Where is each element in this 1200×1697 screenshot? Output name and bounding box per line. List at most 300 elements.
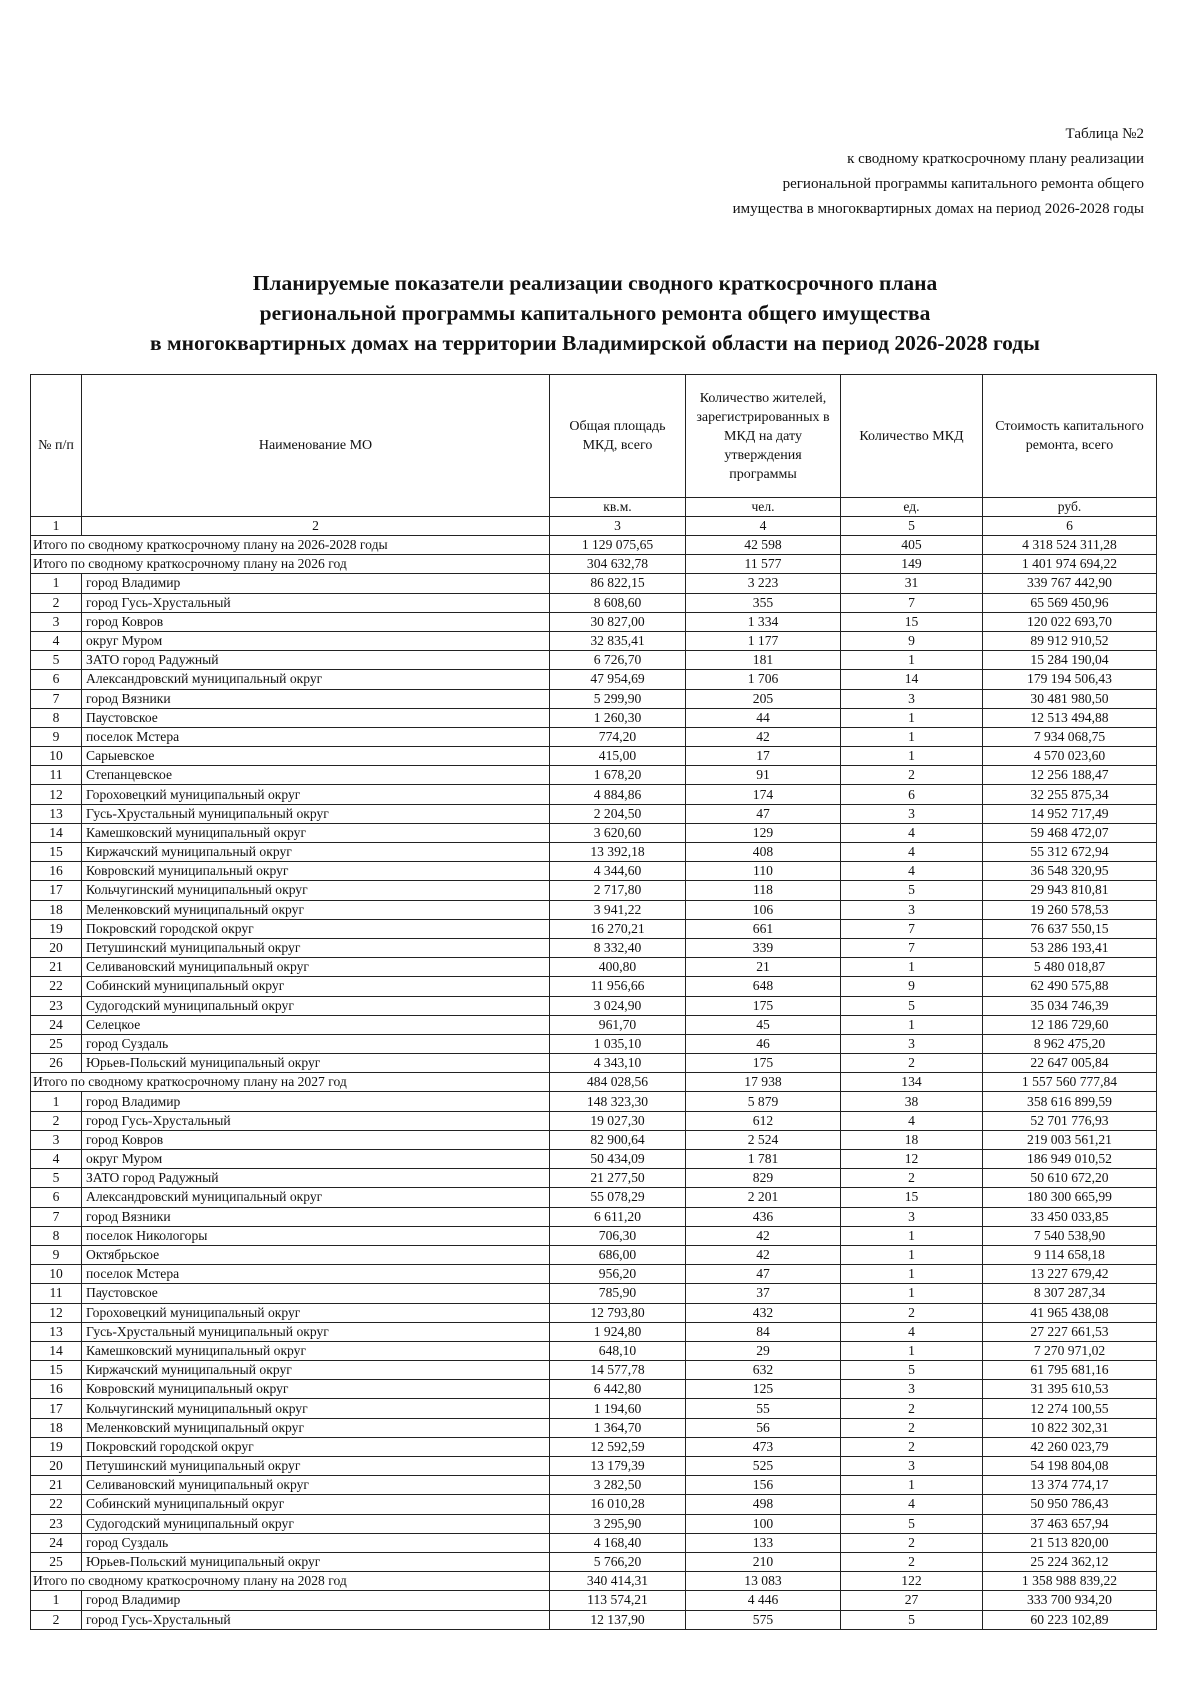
caption-line: к сводному краткосрочному плану реализации [847, 151, 1144, 167]
table-row [31, 804, 1157, 823]
area-cell: 3 295,90 [550, 1514, 686, 1533]
row-number-cell: 16 [31, 862, 82, 881]
houses-cell: 1 [841, 958, 983, 977]
cost-cell: 31 395 610,53 [983, 1380, 1157, 1399]
cost-cell: 219 003 561,21 [983, 1130, 1157, 1149]
row-number-cell: 22 [31, 1495, 82, 1514]
people-cell: 106 [686, 900, 841, 919]
area-cell: 16 270,21 [550, 919, 686, 938]
municipality-name-cell: Паустовское [82, 708, 550, 727]
people-cell: 45 [686, 1015, 841, 1034]
municipality-name-cell: Камешковский муниципальный округ [82, 823, 550, 842]
area-cell: 13 392,18 [550, 843, 686, 862]
people-cell: 118 [686, 881, 841, 900]
area-cell: 1 924,80 [550, 1322, 686, 1341]
area-cell: 956,20 [550, 1265, 686, 1284]
table-row [31, 670, 1157, 689]
municipality-name-cell: Степанцевское [82, 766, 550, 785]
municipality-name-cell: Меленковский муниципальный округ [82, 900, 550, 919]
people-cell: 91 [686, 766, 841, 785]
houses-cell: 3 [841, 900, 983, 919]
cost-cell: 15 284 190,04 [983, 651, 1157, 670]
houses-cell: 4 [841, 1322, 983, 1341]
municipality-name-cell: Судогодский муниципальный округ [82, 1514, 550, 1533]
cost-cell: 5 480 018,87 [983, 958, 1157, 977]
municipality-name-cell: Собинский муниципальный округ [82, 977, 550, 996]
houses-cell: 3 [841, 1457, 983, 1476]
row-number-cell: 23 [31, 1514, 82, 1533]
municipality-name-cell: Александровский муниципальный округ [82, 670, 550, 689]
area-cell: 13 179,39 [550, 1457, 686, 1476]
table-row [31, 689, 1157, 708]
row-number-cell: 2 [31, 593, 82, 612]
houses-cell: 4 [841, 1111, 983, 1130]
houses-cell: 5 [841, 1361, 983, 1380]
cost-cell: 27 227 661,53 [983, 1322, 1157, 1341]
houses-cell: 1 [841, 1245, 983, 1264]
people-cell: 42 [686, 727, 841, 746]
houses-cell: 2 [841, 1169, 983, 1188]
area-cell: 5 299,90 [550, 689, 686, 708]
houses-cell: 5 [841, 881, 983, 900]
area-cell: 785,90 [550, 1284, 686, 1303]
row-number-cell: 7 [31, 1207, 82, 1226]
cost-cell: 32 255 875,34 [983, 785, 1157, 804]
area-cell: 8 332,40 [550, 938, 686, 957]
area-cell: 1 260,30 [550, 708, 686, 727]
houses-cell: 7 [841, 593, 983, 612]
area-cell: 11 956,66 [550, 977, 686, 996]
houses-cell: 1 [841, 1015, 983, 1034]
cost-cell: 50 950 786,43 [983, 1495, 1157, 1514]
table-row [31, 747, 1157, 766]
cost-cell: 19 260 578,53 [983, 900, 1157, 919]
people-cell: 1 781 [686, 1150, 841, 1169]
table-row [31, 1111, 1157, 1130]
area-cell: 55 078,29 [550, 1188, 686, 1207]
area-cell: 2 204,50 [550, 804, 686, 823]
cost-cell: 4 570 023,60 [983, 747, 1157, 766]
row-number-cell: 17 [31, 1399, 82, 1418]
table-row [31, 1169, 1157, 1188]
cost-cell: 339 767 442,90 [983, 574, 1157, 593]
table-row [31, 1265, 1157, 1284]
municipality-name-cell: Покровский городской округ [82, 919, 550, 938]
people-cell: 55 [686, 1399, 841, 1418]
people-cell: 2 201 [686, 1188, 841, 1207]
municipality-name-cell: город Ковров [82, 1130, 550, 1149]
houses-cell: 149 [841, 555, 983, 574]
total-label-cell: Итого по сводному краткосрочному плану на 2026 год [31, 555, 550, 574]
table-row [31, 1226, 1157, 1245]
column-number-cell: 3 [550, 517, 686, 536]
table-row [31, 1150, 1157, 1169]
cost-cell: 8 962 475,20 [983, 1034, 1157, 1053]
houses-cell: 2 [841, 1054, 983, 1073]
municipality-name-cell: Юрьев-Польский муниципальный округ [82, 1054, 550, 1073]
people-cell: 133 [686, 1533, 841, 1552]
cost-cell: 60 223 102,89 [983, 1610, 1157, 1629]
area-cell: 21 277,50 [550, 1169, 686, 1188]
header-cell-name: Наименование МО [82, 375, 550, 517]
cost-cell: 54 198 804,08 [983, 1457, 1157, 1476]
municipality-name-cell: Киржачский муниципальный округ [82, 843, 550, 862]
municipality-name-cell: Гороховецкий муниципальный округ [82, 785, 550, 804]
table-total-row [31, 555, 1157, 574]
table-row [31, 823, 1157, 842]
cost-cell: 22 647 005,84 [983, 1054, 1157, 1073]
people-cell: 205 [686, 689, 841, 708]
row-number-cell: 7 [31, 689, 82, 708]
title-line: региональной программы капитального ремонта общего имущества [259, 301, 931, 325]
people-cell: 525 [686, 1457, 841, 1476]
row-number-cell: 1 [31, 1591, 82, 1610]
area-cell: 415,00 [550, 747, 686, 766]
table-row [31, 919, 1157, 938]
table-row [31, 708, 1157, 727]
column-number-cell: 4 [686, 517, 841, 536]
people-cell: 210 [686, 1552, 841, 1571]
table-total-row [31, 1572, 1157, 1591]
table-total-row [31, 536, 1157, 555]
area-cell: 1 364,70 [550, 1418, 686, 1437]
houses-cell: 3 [841, 1380, 983, 1399]
municipality-name-cell: город Гусь-Хрустальный [82, 593, 550, 612]
houses-cell: 5 [841, 996, 983, 1015]
area-cell: 686,00 [550, 1245, 686, 1264]
caption-line: имущества в многоквартирных домах на период 2026-2028 годы [732, 201, 1144, 217]
houses-cell: 134 [841, 1073, 983, 1092]
area-cell: 3 024,90 [550, 996, 686, 1015]
municipality-name-cell: город Владимир [82, 1092, 550, 1111]
table-row [31, 1245, 1157, 1264]
header-cell-number: № п/п [31, 375, 82, 517]
column-number-cell: 2 [82, 517, 550, 536]
unit-cell: руб. [983, 498, 1157, 517]
people-cell: 2 524 [686, 1130, 841, 1149]
houses-cell: 1 [841, 1265, 983, 1284]
people-cell: 473 [686, 1437, 841, 1456]
table-row [31, 1207, 1157, 1226]
people-cell: 42 [686, 1245, 841, 1264]
houses-cell: 2 [841, 1552, 983, 1571]
cost-cell: 52 701 776,93 [983, 1111, 1157, 1130]
header-cell-area: Общая площадь МКД, всего [550, 375, 686, 498]
people-cell: 408 [686, 843, 841, 862]
cost-cell: 29 943 810,81 [983, 881, 1157, 900]
cost-cell: 358 616 899,59 [983, 1092, 1157, 1111]
area-cell: 961,70 [550, 1015, 686, 1034]
people-cell: 175 [686, 1054, 841, 1073]
houses-cell: 31 [841, 574, 983, 593]
row-number-cell: 3 [31, 612, 82, 631]
people-cell: 156 [686, 1476, 841, 1495]
table-row [31, 1457, 1157, 1476]
cost-cell: 35 034 746,39 [983, 996, 1157, 1015]
cost-cell: 65 569 450,96 [983, 593, 1157, 612]
table-row [31, 1495, 1157, 1514]
area-cell: 6 442,80 [550, 1380, 686, 1399]
area-cell: 5 766,20 [550, 1552, 686, 1571]
area-cell: 82 900,64 [550, 1130, 686, 1149]
row-number-cell: 25 [31, 1034, 82, 1053]
cost-cell: 12 513 494,88 [983, 708, 1157, 727]
table-row [31, 1552, 1157, 1571]
area-cell: 4 343,10 [550, 1054, 686, 1073]
people-cell: 44 [686, 708, 841, 727]
row-number-cell: 19 [31, 1437, 82, 1456]
people-cell: 339 [686, 938, 841, 957]
row-number-cell: 13 [31, 804, 82, 823]
houses-cell: 9 [841, 631, 983, 650]
municipality-name-cell: округ Муром [82, 1150, 550, 1169]
people-cell: 125 [686, 1380, 841, 1399]
table-row [31, 1437, 1157, 1456]
people-cell: 21 [686, 958, 841, 977]
column-numbers-row [31, 517, 1157, 536]
houses-cell: 4 [841, 823, 983, 842]
people-cell: 56 [686, 1418, 841, 1437]
municipality-name-cell: Ковровский муниципальный округ [82, 1380, 550, 1399]
cost-cell: 59 468 472,07 [983, 823, 1157, 842]
row-number-cell: 5 [31, 1169, 82, 1188]
municipality-name-cell: Гусь-Хрустальный муниципальный округ [82, 804, 550, 823]
title-line: Планируемые показатели реализации сводного краткосрочного плана [252, 271, 938, 295]
houses-cell: 2 [841, 1303, 983, 1322]
houses-cell: 15 [841, 1188, 983, 1207]
municipality-name-cell: Судогодский муниципальный округ [82, 996, 550, 1015]
area-cell: 14 577,78 [550, 1361, 686, 1380]
row-number-cell: 23 [31, 996, 82, 1015]
houses-cell: 1 [841, 1284, 983, 1303]
row-number-cell: 22 [31, 977, 82, 996]
municipality-name-cell: Селецкое [82, 1015, 550, 1034]
houses-cell: 14 [841, 670, 983, 689]
people-cell: 498 [686, 1495, 841, 1514]
cost-cell: 13 374 774,17 [983, 1476, 1157, 1495]
people-cell: 661 [686, 919, 841, 938]
table-row [31, 1284, 1157, 1303]
cost-cell: 50 610 672,20 [983, 1169, 1157, 1188]
title-line: в многоквартирных домах на территории Владимирской области на период 2026-2028 годы [150, 331, 1040, 355]
area-cell: 12 592,59 [550, 1437, 686, 1456]
caption-line: региональной программы капитального ремонта общего [782, 176, 1144, 192]
indicators-table [30, 374, 1157, 1630]
area-cell: 4 884,86 [550, 785, 686, 804]
table-row [31, 1054, 1157, 1073]
table-row [31, 1303, 1157, 1322]
table-row [31, 631, 1157, 650]
municipality-name-cell: Юрьев-Польский муниципальный округ [82, 1552, 550, 1571]
people-cell: 432 [686, 1303, 841, 1322]
table-row [31, 843, 1157, 862]
people-cell: 3 223 [686, 574, 841, 593]
cost-cell: 36 548 320,95 [983, 862, 1157, 881]
area-cell: 4 344,60 [550, 862, 686, 881]
people-cell: 355 [686, 593, 841, 612]
people-cell: 436 [686, 1207, 841, 1226]
people-cell: 5 879 [686, 1092, 841, 1111]
houses-cell: 1 [841, 1341, 983, 1360]
row-number-cell: 6 [31, 1188, 82, 1207]
municipality-name-cell: Покровский городской округ [82, 1437, 550, 1456]
cost-cell: 30 481 980,50 [983, 689, 1157, 708]
area-cell: 1 678,20 [550, 766, 686, 785]
area-cell: 8 608,60 [550, 593, 686, 612]
table-total-row [31, 1073, 1157, 1092]
area-cell: 19 027,30 [550, 1111, 686, 1130]
houses-cell: 405 [841, 536, 983, 555]
houses-cell: 1 [841, 708, 983, 727]
row-number-cell: 20 [31, 1457, 82, 1476]
table-body [31, 375, 1157, 1630]
people-cell: 29 [686, 1341, 841, 1360]
header-cell-houses: Количество МКД [841, 375, 983, 498]
people-cell: 129 [686, 823, 841, 842]
column-number-cell: 5 [841, 517, 983, 536]
area-cell: 2 717,80 [550, 881, 686, 900]
cost-cell: 7 934 068,75 [983, 727, 1157, 746]
cost-cell: 1 557 560 777,84 [983, 1073, 1157, 1092]
area-cell: 774,20 [550, 727, 686, 746]
row-number-cell: 1 [31, 1092, 82, 1111]
houses-cell: 1 [841, 1476, 983, 1495]
cost-cell: 12 186 729,60 [983, 1015, 1157, 1034]
table-row [31, 938, 1157, 957]
houses-cell: 3 [841, 689, 983, 708]
table-row [31, 1188, 1157, 1207]
houses-cell: 7 [841, 938, 983, 957]
table-row [31, 900, 1157, 919]
municipality-name-cell: город Суздаль [82, 1034, 550, 1053]
table-row [31, 593, 1157, 612]
area-cell: 32 835,41 [550, 631, 686, 650]
houses-cell: 4 [841, 862, 983, 881]
cost-cell: 9 114 658,18 [983, 1245, 1157, 1264]
houses-cell: 6 [841, 785, 983, 804]
cost-cell: 1 358 988 839,22 [983, 1572, 1157, 1591]
area-cell: 340 414,31 [550, 1572, 686, 1591]
table-row [31, 958, 1157, 977]
houses-cell: 3 [841, 1034, 983, 1053]
area-cell: 648,10 [550, 1341, 686, 1360]
table-row [31, 1130, 1157, 1149]
houses-cell: 4 [841, 1495, 983, 1514]
houses-cell: 18 [841, 1130, 983, 1149]
municipality-name-cell: ЗАТО город Радужный [82, 651, 550, 670]
municipality-name-cell: поселок Никологоры [82, 1226, 550, 1245]
houses-cell: 1 [841, 651, 983, 670]
people-cell: 181 [686, 651, 841, 670]
row-number-cell: 9 [31, 727, 82, 746]
total-label-cell: Итого по сводному краткосрочному плану на 2028 год [31, 1572, 550, 1591]
row-number-cell: 21 [31, 1476, 82, 1495]
municipality-name-cell: Паустовское [82, 1284, 550, 1303]
table-row [31, 612, 1157, 631]
people-cell: 648 [686, 977, 841, 996]
municipality-name-cell: округ Муром [82, 631, 550, 650]
municipality-name-cell: Петушинский муниципальный округ [82, 938, 550, 957]
table-row [31, 1322, 1157, 1341]
municipality-name-cell: Камешковский муниципальный округ [82, 1341, 550, 1360]
cost-cell: 12 274 100,55 [983, 1399, 1157, 1418]
houses-cell: 3 [841, 1207, 983, 1226]
municipality-name-cell: город Владимир [82, 1591, 550, 1610]
municipality-name-cell: поселок Мстера [82, 1265, 550, 1284]
header-cell-people: Количество жителей, зарегистрированных в МКД на дату утверждения программы [686, 375, 841, 498]
table-row [31, 1380, 1157, 1399]
cost-cell: 4 318 524 311,28 [983, 536, 1157, 555]
area-cell: 47 954,69 [550, 670, 686, 689]
municipality-name-cell: Собинский муниципальный округ [82, 1495, 550, 1514]
cost-cell: 179 194 506,43 [983, 670, 1157, 689]
table-row [31, 1361, 1157, 1380]
houses-cell: 7 [841, 919, 983, 938]
municipality-name-cell: город Гусь-Хрустальный [82, 1111, 550, 1130]
cost-cell: 1 401 974 694,22 [983, 555, 1157, 574]
houses-cell: 1 [841, 727, 983, 746]
area-cell: 6 611,20 [550, 1207, 686, 1226]
row-number-cell: 12 [31, 1303, 82, 1322]
people-cell: 17 938 [686, 1073, 841, 1092]
municipality-name-cell: Октябрьское [82, 1245, 550, 1264]
table-row [31, 1533, 1157, 1552]
total-label-cell: Итого по сводному краткосрочному плану на 2026-2028 годы [31, 536, 550, 555]
unit-cell: чел. [686, 498, 841, 517]
municipality-name-cell: Ковровский муниципальный округ [82, 862, 550, 881]
municipality-name-cell: Петушинский муниципальный округ [82, 1457, 550, 1476]
row-number-cell: 8 [31, 1226, 82, 1245]
area-cell: 484 028,56 [550, 1073, 686, 1092]
houses-cell: 5 [841, 1514, 983, 1533]
row-number-cell: 20 [31, 938, 82, 957]
area-cell: 86 822,15 [550, 574, 686, 593]
row-number-cell: 25 [31, 1552, 82, 1571]
area-cell: 30 827,00 [550, 612, 686, 631]
cost-cell: 186 949 010,52 [983, 1150, 1157, 1169]
houses-cell: 1 [841, 1226, 983, 1245]
row-number-cell: 14 [31, 823, 82, 842]
cost-cell: 37 463 657,94 [983, 1514, 1157, 1533]
houses-cell: 3 [841, 804, 983, 823]
houses-cell: 5 [841, 1610, 983, 1629]
row-number-cell: 8 [31, 708, 82, 727]
houses-cell: 2 [841, 766, 983, 785]
people-cell: 829 [686, 1169, 841, 1188]
row-number-cell: 6 [31, 670, 82, 689]
area-cell: 6 726,70 [550, 651, 686, 670]
area-cell: 113 574,21 [550, 1591, 686, 1610]
row-number-cell: 4 [31, 631, 82, 650]
people-cell: 575 [686, 1610, 841, 1629]
people-cell: 632 [686, 1361, 841, 1380]
row-number-cell: 13 [31, 1322, 82, 1341]
cost-cell: 120 022 693,70 [983, 612, 1157, 631]
total-label-cell: Итого по сводному краткосрочному плану на 2027 год [31, 1073, 550, 1092]
cost-cell: 61 795 681,16 [983, 1361, 1157, 1380]
cost-cell: 25 224 362,12 [983, 1552, 1157, 1571]
cost-cell: 14 952 717,49 [983, 804, 1157, 823]
municipality-name-cell: Гусь-Хрустальный муниципальный округ [82, 1322, 550, 1341]
municipality-name-cell: город Вязники [82, 1207, 550, 1226]
people-cell: 46 [686, 1034, 841, 1053]
row-number-cell: 14 [31, 1341, 82, 1360]
people-cell: 100 [686, 1514, 841, 1533]
table-header-row [31, 375, 1157, 498]
row-number-cell: 24 [31, 1015, 82, 1034]
cost-cell: 8 307 287,34 [983, 1284, 1157, 1303]
area-cell: 3 620,60 [550, 823, 686, 842]
